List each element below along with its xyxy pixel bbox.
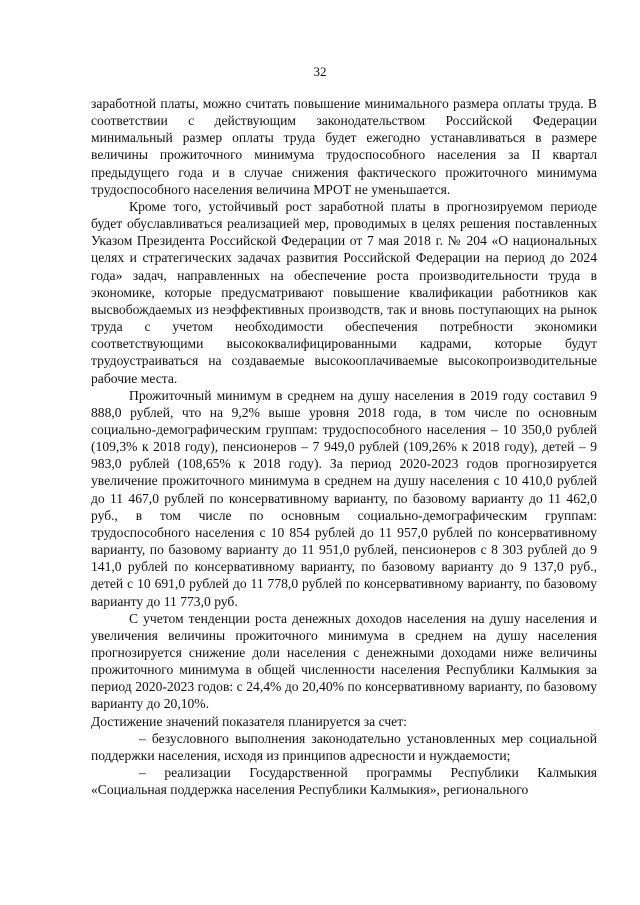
paragraph-achievement-intro: Достижение значений показателя планируется за счет:	[91, 713, 407, 729]
bullet-state-program: – реализации Государственной программы Республики Калмыкия «Социальная поддержка населения Республики Калмыкия», регионального	[91, 765, 597, 798]
document-body	[91, 95, 597, 798]
paragraph-wage-growth: Кроме того, устойчивый рост заработной платы в прогнозируемом периоде будет обуславливаться реализацией мер, проводимых в целях решения поставленных Указом Президента Российской Федерации от 7 мая 2018 г. № 204 «О национальных целях и стратегических задачах развития Российской Федерации на период до 2024 года» задач, направленных на обеспечение роста производительности труда в экономике, которые предусматривают повышение квалификации работников как высвобождаемых из неэффективных производств, так и вновь поступающих на рынок труда с учетом необходимости обеспечения потребности экономики соответствующими высококвалифицированными кадрами, которые будут трудоустраиваться на создаваемые высокооплачиваемые высокопроизводительные рабочие места.	[91, 198, 597, 386]
page-number: 32	[313, 64, 327, 79]
paragraph-poverty-share: С учетом тенденции роста денежных доходов населения на душу населения и увеличения величины прожиточного минимума в среднем на душу населения прогнозируется снижение доли населения с денежными доходами ниже величины прожиточного минимума в общей численности населения Республики Калмыкия за период 2020-2023 годов: с 24,4% до 20,40% по консервативному варианту, по базовому варианту до 20,10%.	[91, 610, 597, 712]
bullet-social-support: – безусловного выполнения законодательно установленных мер социальной поддержки населения, исходя из принципов адресности и нуждаемости;	[91, 730, 597, 763]
paragraph-mrot: заработной платы, можно считать повышение минимального размера оплаты труда. В соответствии с действующим законодательством Российской Федерации минимальный размер оплаты труда будет ежегодно устанавливаться в размере величины прожиточного минимума трудоспособного населения за II квартал предыдущего года и в случае снижения фактического прожиточного минимума трудоспособного населения величина МРОТ не уменьшается.	[91, 96, 597, 197]
paragraph-subsistence-minimum: Прожиточный минимум в среднем на душу населения в 2019 году составил 9 888,0 рублей, что на 9,2% выше уровня 2018 года, в том числе по основным социально-демографическим группам: трудоспособного населения – 10 350,0 рублей (109,3% к 2018 году), пенсионеров – 7 949,0 рублей (109,26% к 2018 году), детей – 9 983,0 рублей (108,65% к 2018 году). За период 2020-2023 годов прогнозируется увеличение прожиточного минимума в среднем на душу населения с 10 410,0 рублей до 11 467,0 рублей по консервативному варианту, по базовому варианту до 11 462,0 руб., в том числе по основным социально-демографическим группам: трудоспособного населения с 10 854 рублей до 11 957,0 рублей по консервативному варианту, по базовому варианту до 11 951,0 рублей, пенсионеров с 8 303 рублей до 9 141,0 рублей по консервативному варианту, по базовому варианту до 9 137,0 руб., детей с 10 691,0 рублей до 11 778,0 рублей по консервативному варианту, по базовому варианту до 11 773,0 руб.	[91, 387, 597, 609]
